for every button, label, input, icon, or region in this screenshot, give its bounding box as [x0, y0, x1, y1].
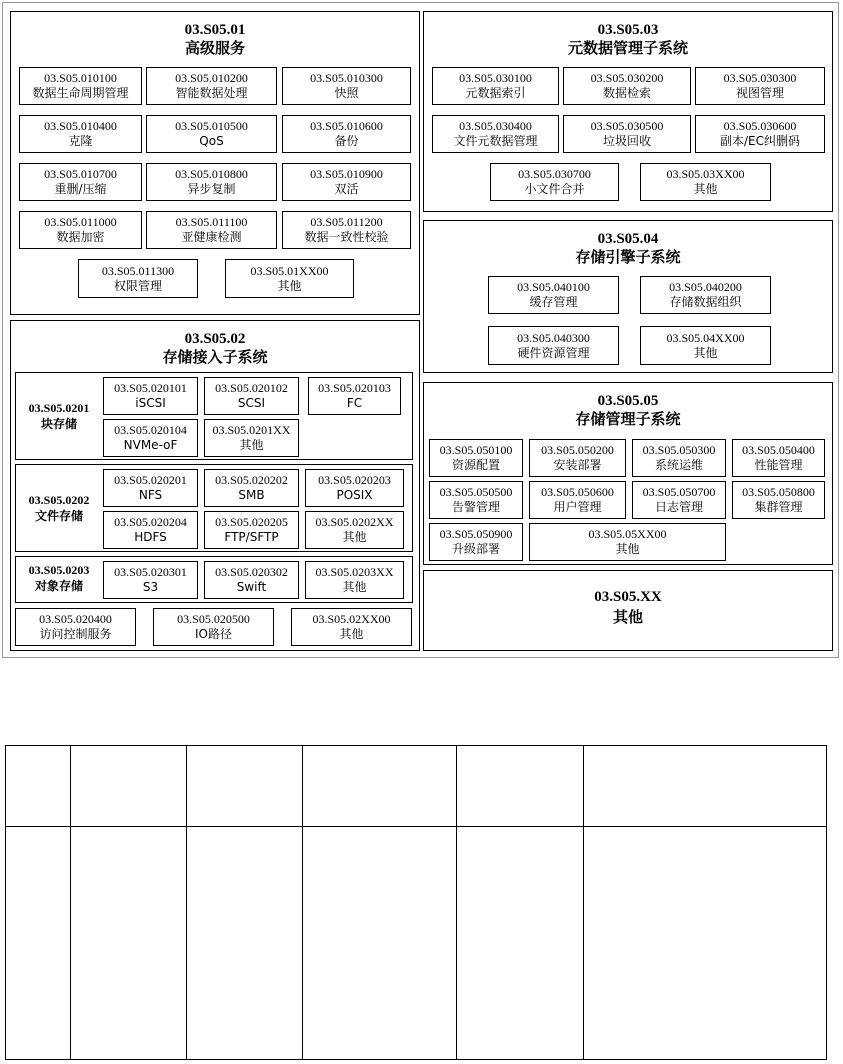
module-code: 03.S05.02XX00 [312, 612, 391, 626]
module-name: IO路径 [195, 627, 232, 641]
panel-title [11, 330, 419, 366]
module-code: 03.S05.020202 [215, 473, 288, 487]
module-code: 03.S05.0202 [28, 493, 90, 507]
module-name: 其他 [339, 627, 364, 641]
panel-code: 03.S05.01 [184, 22, 246, 38]
module-name: HDFS [134, 530, 167, 544]
module-code: 03.S05.030700 [518, 167, 591, 181]
panel-title [424, 230, 832, 266]
panel-name: 元数据管理子系统 [567, 39, 688, 57]
module-name: 升级部署 [451, 542, 500, 556]
table-column-divider [70, 746, 71, 1059]
module-name: 智能数据处理 [175, 86, 248, 100]
module-box [146, 115, 277, 153]
module-code: 03.S05.0201XX [212, 423, 291, 437]
panel-title [424, 21, 832, 57]
module-box [291, 608, 412, 646]
module-name: 异步复制 [187, 182, 236, 196]
panel-code: 03.S05.XX [594, 589, 662, 605]
module-box [429, 523, 523, 561]
module-name: 集群管理 [754, 500, 803, 514]
module-box [563, 115, 691, 153]
module-name: 用户管理 [553, 500, 602, 514]
module-code: 03.S05.011000 [44, 215, 117, 229]
module-box [204, 419, 299, 457]
panel-code: 03.S05.03 [597, 22, 659, 38]
module-box [695, 115, 825, 153]
module-code: 03.S05.020102 [215, 381, 288, 395]
module-code: 03.S05.020104 [114, 423, 187, 437]
module-code: 03.S05.010300 [310, 71, 383, 85]
module-box [308, 377, 401, 415]
module-box [103, 561, 198, 599]
module-code: 03.S05.020400 [39, 612, 112, 626]
module-code: 03.S05.050700 [642, 485, 716, 499]
module-code: 03.S05.020103 [318, 381, 391, 395]
panel-name: 其他 [612, 608, 643, 627]
module-code: 03.S05.010400 [44, 119, 117, 133]
module-name: 文件元数据管理 [453, 134, 538, 148]
module-name: 告警管理 [451, 500, 500, 514]
module-code: 03.S05.0203 [28, 563, 90, 577]
module-name: 其他 [239, 438, 264, 452]
module-box [204, 511, 299, 549]
module-name: SCSI [237, 396, 266, 410]
module-code: 03.S05.050500 [439, 485, 513, 499]
module-code: 03.S05.050900 [439, 527, 513, 541]
module-name: 权限管理 [113, 278, 162, 293]
module-name: 缓存管理 [529, 295, 578, 309]
panel-name: 存储管理子系统 [575, 410, 681, 428]
module-box [204, 469, 299, 507]
module-box [429, 481, 523, 519]
panel-metadata-management [423, 11, 833, 212]
table-header-divider [6, 826, 826, 827]
module-box [19, 211, 142, 249]
module-name: 其他 [277, 278, 302, 293]
module-code: 03.S05.010500 [175, 119, 248, 133]
module-code: 03.S05.030300 [723, 71, 797, 85]
module-code: 03.S05.040100 [517, 280, 590, 294]
module-box [488, 326, 619, 365]
module-name: S3 [142, 580, 159, 594]
module-box [282, 211, 411, 249]
table-column-divider [583, 746, 584, 1059]
module-code: 03.S05.020204 [114, 515, 187, 529]
module-box [204, 377, 299, 415]
table-column-divider [186, 746, 187, 1059]
module-box [15, 608, 136, 646]
module-name: 其他 [693, 182, 718, 196]
module-name: 块存储 [40, 416, 77, 431]
module-code: 03.S05.0202XX [315, 515, 394, 529]
module-box [563, 67, 691, 105]
module-box [282, 67, 411, 105]
module-code: 03.S05.0203XX [315, 565, 394, 579]
module-name: 安装部署 [553, 458, 602, 472]
module-name: 视图管理 [735, 86, 784, 100]
module-box [103, 511, 198, 549]
module-name: 数据一致性校验 [304, 230, 389, 244]
module-box [640, 276, 771, 314]
module-code: 03.S05.050600 [541, 485, 614, 499]
module-name: QoS [199, 134, 224, 148]
module-box [640, 326, 771, 365]
module-name: iSCSI [135, 396, 166, 410]
group-label [18, 493, 100, 524]
module-box [103, 377, 198, 415]
module-code: 03.S05.030600 [723, 119, 797, 133]
module-box [103, 469, 198, 507]
module-box [282, 163, 411, 201]
module-box [529, 481, 626, 519]
panel-title [11, 21, 419, 57]
panel-name: 存储接入子系统 [162, 348, 268, 366]
module-box [78, 259, 198, 298]
module-name: 其他 [693, 345, 718, 360]
panel-storage-engine [423, 220, 833, 373]
module-code: 03.S05.011200 [310, 215, 383, 229]
module-name: SMB [238, 488, 265, 502]
module-name: 系统运维 [654, 458, 703, 472]
module-code: 03.S05.01XX00 [250, 263, 329, 278]
module-code: 03.S05.05XX00 [588, 527, 667, 541]
panel-other [423, 570, 833, 651]
module-name: NVMe-oF [123, 438, 178, 452]
module-name: 元数据索引 [465, 86, 526, 100]
panel-code: 03.S05.05 [597, 393, 659, 409]
module-box [19, 67, 142, 105]
module-box [632, 481, 726, 519]
module-name: FTP/SFTP [224, 530, 279, 544]
module-name: 双活 [334, 182, 359, 196]
module-box [282, 115, 411, 153]
module-code: 03.S05.03XX00 [666, 167, 745, 181]
module-box [146, 211, 277, 249]
module-name: 垃圾回收 [602, 134, 651, 148]
module-name: 小文件合并 [524, 182, 585, 196]
module-box [632, 439, 726, 477]
module-name: 其他 [342, 530, 367, 544]
module-box [640, 163, 771, 201]
module-code: 03.S05.030500 [590, 119, 664, 133]
module-name: 文件存储 [34, 508, 83, 523]
module-name: 亚健康检测 [181, 230, 242, 244]
module-code: 03.S05.050100 [439, 443, 513, 457]
module-name: 克隆 [68, 134, 93, 148]
module-name: 备份 [334, 134, 359, 148]
module-code: 03.S05.030100 [459, 71, 532, 85]
module-box [225, 259, 354, 298]
module-name: 日志管理 [654, 500, 703, 514]
module-name: 性能管理 [754, 458, 803, 472]
module-code: 03.S05.011300 [101, 263, 175, 278]
module-code: 03.S05.020201 [114, 473, 187, 487]
panel-title [424, 587, 832, 628]
module-code: 03.S05.020101 [114, 381, 187, 395]
module-box [490, 163, 619, 201]
module-code: 03.S05.010200 [175, 71, 248, 85]
module-box [153, 608, 274, 646]
module-box [305, 469, 404, 507]
module-box [432, 67, 559, 105]
module-code: 03.S05.020205 [215, 515, 288, 529]
module-box [146, 163, 277, 201]
panel-title [424, 392, 832, 428]
module-code: 03.S05.0201 [28, 401, 90, 415]
module-code: 03.S05.050300 [642, 443, 716, 457]
module-name: 对象存储 [34, 578, 83, 593]
module-code: 03.S05.011100 [175, 215, 248, 229]
module-name: 资源配置 [451, 458, 500, 472]
module-name: 数据加密 [56, 230, 105, 244]
module-name: Swift [236, 580, 267, 594]
module-code: 03.S05.010100 [44, 71, 117, 85]
module-code: 03.S05.040300 [517, 330, 590, 345]
module-box [305, 561, 404, 599]
module-box [695, 67, 825, 105]
panel-code: 03.S05.02 [184, 331, 246, 347]
module-code: 03.S05.030400 [459, 119, 532, 133]
module-code: 03.S05.010900 [310, 167, 383, 181]
module-name: 存储数据组织 [669, 295, 742, 309]
module-name: 数据检索 [602, 86, 651, 100]
module-code: 03.S05.04XX00 [666, 330, 745, 345]
module-name: 数据生命周期管理 [32, 86, 129, 100]
module-code: 03.S05.050200 [541, 443, 614, 457]
module-box [732, 481, 825, 519]
module-name: 副本/EC纠删码 [719, 134, 800, 148]
module-box [19, 163, 142, 201]
panel-name: 高级服务 [184, 39, 245, 57]
module-box [432, 115, 559, 153]
module-name: NFS [138, 488, 163, 502]
module-code: 03.S05.020500 [177, 612, 250, 626]
group-label [18, 401, 100, 432]
module-name: POSIX [336, 488, 373, 502]
module-box [529, 523, 726, 561]
module-box [19, 115, 142, 153]
module-code: 03.S05.050800 [742, 485, 815, 499]
module-box [103, 419, 198, 457]
module-box [488, 276, 619, 314]
module-code: 03.S05.050400 [742, 443, 815, 457]
module-code: 03.S05.020301 [114, 565, 187, 579]
module-code: 03.S05.010800 [175, 167, 248, 181]
module-name: 重删/压缩 [54, 182, 107, 196]
group-label [18, 563, 100, 594]
module-code: 03.S05.030200 [590, 71, 664, 85]
empty-table [5, 745, 827, 1060]
module-name: 其他 [615, 542, 640, 556]
module-code: 03.S05.010600 [310, 119, 383, 133]
module-box [146, 67, 277, 105]
module-box [204, 561, 299, 599]
table-column-divider [456, 746, 457, 1059]
table-column-divider [302, 746, 303, 1059]
module-name: 硬件资源管理 [517, 345, 590, 360]
panel-code: 03.S05.04 [597, 231, 659, 247]
module-name: 快照 [334, 86, 359, 100]
module-box [732, 439, 825, 477]
module-code: 03.S05.010700 [44, 167, 117, 181]
module-code: 03.S05.020302 [215, 565, 288, 579]
module-code: 03.S05.020203 [318, 473, 391, 487]
module-box [529, 439, 626, 477]
panel-name: 存储引擎子系统 [575, 248, 681, 266]
module-name: FC [346, 396, 363, 410]
module-box [305, 511, 404, 549]
module-name: 其他 [342, 580, 367, 594]
module-name: 访问控制服务 [39, 627, 112, 641]
module-code: 03.S05.040200 [669, 280, 742, 294]
module-box [429, 439, 523, 477]
